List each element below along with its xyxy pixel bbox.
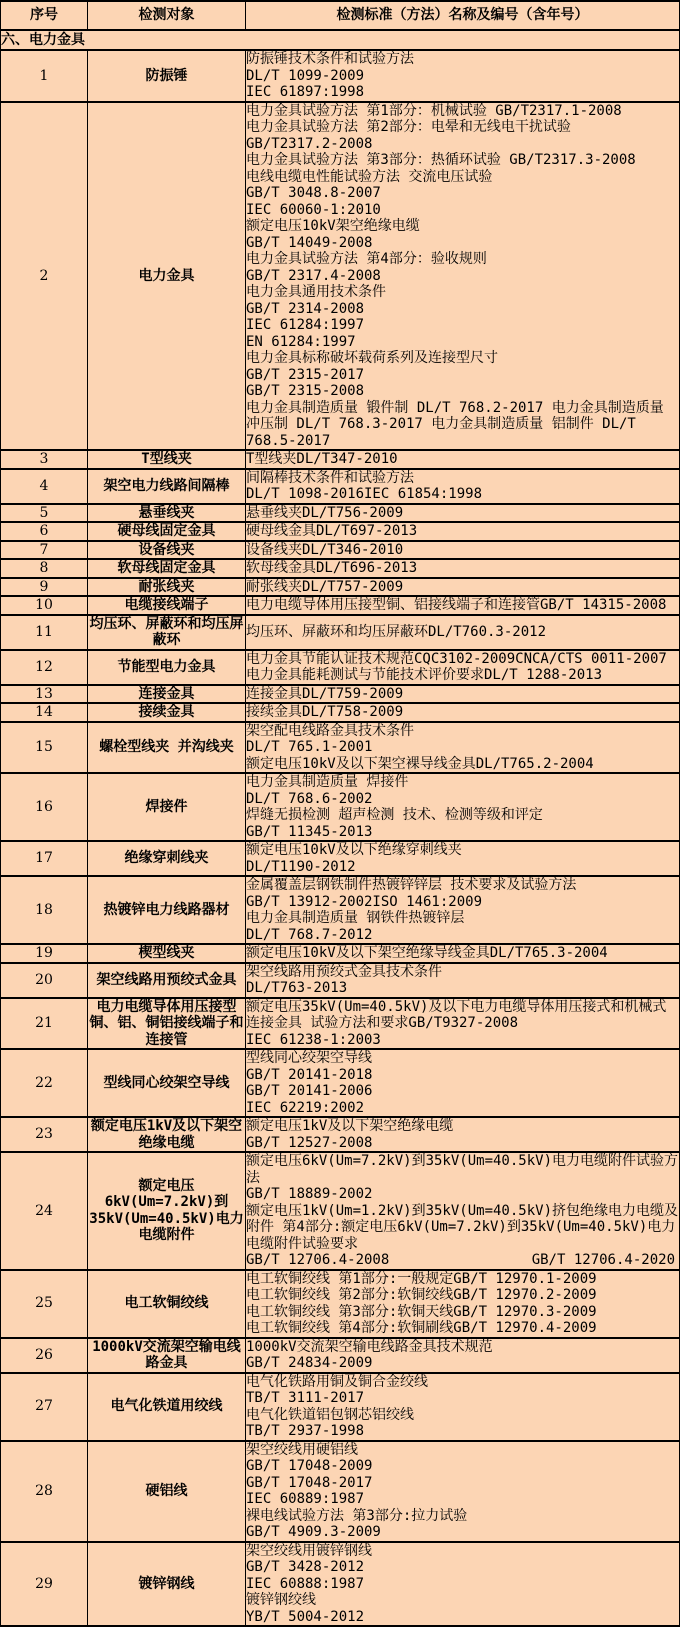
test-object-cell: 楔型线夹 [88,944,246,963]
table-row [1,541,680,560]
standards-cell [246,1441,680,1542]
standards-cell [246,841,680,876]
standard-line: IEC 61897:1998 [246,84,365,100]
table-row [1,650,680,685]
test-object-cell: 电力金具 [88,102,246,451]
standard-line: 电力金具节能认证技术规范CQC3102-2009CNCA/CTS 0011-2007电力金具能耗测试与节能技术评价要求DL/T 1288-2013 [246,650,667,683]
test-object-cell: 耐张线夹 [88,578,246,597]
row-number: 20 [1,963,88,998]
table-row [1,559,680,578]
row-number: 5 [1,504,88,523]
table-row [1,522,680,541]
standards-cell [246,50,680,102]
standard-line: 电力金具制造质量 钢铁件热镀锌层 [246,910,465,926]
standard-line: 额定电压6kV(Um=7.2kV)到35kV(Um=40.5kV)电力电缆附件试验方法 [246,1153,679,1186]
test-object-cell: 软母线固定金具 [88,559,246,578]
standard-line: DL/T 1099-2009 [246,67,365,84]
standard-line: 间隔棒技术条件和试验方法 [246,469,414,486]
table-row [1,1542,680,1627]
standard-line: 型线同心绞架空导线 [246,1050,372,1066]
table-row [1,841,680,876]
standards-cell [246,615,680,650]
standard-line: IEC 61284:1997 [246,317,365,333]
table-row [1,998,680,1050]
standard-line: 防振锤技术条件和试验方法 [246,51,414,67]
standard-line: IEC 61238-1:2003 [246,1031,381,1048]
table-row [1,469,680,504]
standards-cell [246,685,680,704]
standard-line: GB/T 13912-2002ISO 1461:2009 [246,893,483,910]
standard-line: DL/T 768.7-2012 [246,926,373,943]
standards-cell [246,1373,680,1441]
standards-cell [246,773,680,841]
standard-line: 电工软铜绞线 第4部分:软铜刷线GB/T 12970.4-2009 [246,1320,597,1336]
test-object-cell: 均压环、屏蔽环和均压屏蔽环 [89,615,244,648]
standard-line: 额定电压10kV架空绝缘电缆 [246,218,420,234]
standards-cell [246,1270,680,1338]
standard-line: 镀锌钢绞线 [246,1592,316,1608]
row-number: 14 [1,703,88,722]
standard-line: GB/T 11345-2013 [246,823,373,840]
standards-cell [246,1049,680,1117]
test-object-cell: 电力电缆导体用压接型铜、铝、铜铝接线端子和连接管 [89,998,244,1048]
test-object-cell: 额定电压6kV(Um=7.2kV)到35kV(Um=40.5kV)电力电缆附件 [88,1152,246,1270]
standards-cell [246,650,680,685]
table-row [1,876,680,944]
standards-cell [246,469,680,504]
standards-cell [246,876,680,944]
standard-line: GB/T2317.2-2008 [246,135,373,152]
table-row [1,596,680,615]
row-number: 7 [1,541,88,560]
row-number: 21 [1,998,88,1050]
standard-line: 裸电线试验方法 第3部分:拉力试验 [246,1507,468,1524]
header-row [1,1,680,30]
standard-line: 电工软铜绞线 第3部分:软铜天线GB/T 12970.3-2009 [246,1303,597,1320]
test-object-cell: 架空电力线路间隔棒 [88,469,246,504]
standards-cell [246,578,680,597]
row-number: 17 [1,841,88,876]
table-row [1,1270,680,1338]
standard-line: 电工软铜绞线 第1部分:一般规定GB/T 12970.1-2009 [246,1270,597,1287]
row-number: 6 [1,522,88,541]
test-object-cell: 防振锤 [88,50,246,102]
standard-line: GB/T 3048.8-2007 [246,185,381,201]
standards-cell [246,1152,680,1270]
row-number: 1 [1,50,88,102]
standard-line: DL/T763-2013 [246,980,348,996]
table-row [1,1049,680,1117]
standard-line: GB/T 12527-2008 [246,1134,373,1151]
standard-line: DL/T 765.1-2001 [246,739,373,755]
row-number: 16 [1,773,88,841]
standards-cell [246,102,680,451]
standard-line: 架空线路用预绞式金具技术条件 [246,963,442,980]
test-object-cell: 电工软铜绞线 [88,1270,246,1338]
test-object-cell: 架空线路用预绞式金具 [88,963,246,998]
standard-line: IEC 60888:1987 [246,1575,365,1592]
standards-cell [246,1542,680,1627]
standard-line: 电力金具试验方法 第4部分：验收规则 [246,251,487,267]
standard-line: 电力金具标称破坏载荷系列及连接型尺寸 [246,350,498,366]
standard-line: 设备线夹DL/T346-2010 [246,541,404,558]
table-row [1,685,680,704]
row-number: 23 [1,1117,88,1152]
row-number: 22 [1,1049,88,1117]
standard-line: GB/T 17048-2017 [246,1474,373,1491]
standard-line: DL/T1190-2012 [246,858,356,875]
standard-line: IEC 60060-1:2010 [246,201,381,218]
table-row [1,578,680,597]
test-object-cell: 绝缘穿刺线夹 [88,841,246,876]
standards-cell [246,722,680,774]
test-object-cell: 螺栓型线夹 并沟线夹 [88,722,246,774]
standard-line: 额定电压10kV及以下架空裸导线金具DL/T765.2-2004 [246,755,594,772]
standard-line: 电力金具制造质量 锻件制 DL/T 768.2-2017 电力金具制造质量 冲压制 DL/T 768.3-2017 电力金具制造质量 铝制件 DL/T 768.5-2017 [246,399,664,449]
standard-line: 1000kV交流架空输电线路金具技术规范 [246,1338,493,1355]
standard-line: 电力金具试验方法 第1部分：机械试验 GB/T2317.1-2008 [246,102,622,119]
standard-line: GB/T 18889-2002 [246,1186,373,1202]
section-row [1,30,680,50]
standard-line: TB/T 3111-2017 [246,1390,365,1406]
standard-line: GB/T 17048-2009 [246,1458,373,1474]
table-row [1,773,680,841]
standard-line: GB/T 24834-2009 [246,1355,373,1371]
row-number: 18 [1,876,88,944]
standards-cell [246,703,680,722]
section-title: 六、电力金具 [1,30,680,50]
row-number: 11 [1,615,88,650]
test-object-cell: 热镀锌电力线路器材 [88,876,246,944]
row-number: 28 [1,1441,88,1542]
standard-line: GB/T 20141-2018 [246,1066,373,1083]
standard-line: IEC 60889:1987 [246,1491,365,1507]
standards-cell [246,1338,680,1373]
table-row [1,450,680,469]
standards-cell [246,504,680,523]
test-object-cell: 镀锌钢线 [88,1542,246,1627]
standard-line: 金属覆盖层钢铁制件热镀锌锌层 技术要求及试验方法 [246,877,577,893]
header-serial-number: 序号 [1,1,88,30]
test-object-cell: 硬母线固定金具 [88,522,246,541]
test-object-cell: 型线同心绞架空导线 [88,1049,246,1117]
standards-cell [246,998,680,1050]
row-number: 25 [1,1270,88,1338]
standard-line: 电力金具试验方法 第2部分：电晕和无线电干扰试验 [246,119,571,135]
row-number: 8 [1,559,88,578]
standard-line: GB/T 2315-2008 [246,383,365,399]
table-row [1,963,680,998]
row-number: 4 [1,469,88,504]
test-object-cell: 设备线夹 [88,541,246,560]
header-standard-name: 检测标准（方法）名称及编号（含年号） [246,1,680,30]
standard-line: 额定电压1kV及以下架空绝缘电缆 [246,1118,454,1134]
standard-line: 额定电压10kV及以下绝缘穿刺线夹 [246,842,462,858]
standard-line: 悬垂线夹DL/T756-2009 [246,504,404,521]
standard-line: 额定电压35kV(Um=40.5kV)及以下电力电缆导体用压接式和机械式连接金具 试验方法和要求GB/T9327-2008 [246,998,667,1031]
standards-cell [246,559,680,578]
table-row [1,50,680,102]
table-row [1,102,680,451]
test-object-cell: 节能型电力金具 [88,650,246,685]
row-number: 2 [1,102,88,451]
standard-line: GB/T 2315-2017 [246,366,365,383]
row-number: 29 [1,1542,88,1627]
row-number: 19 [1,944,88,963]
standard-line: 电线电缆电性能试验方法 交流电压试验 [246,168,493,185]
table-row [1,504,680,523]
table-row [1,722,680,774]
standards-cell [246,541,680,560]
row-number: 3 [1,450,88,469]
standard-line: T型线夹DL/T347-2010 [246,451,398,467]
table-row [1,1117,680,1152]
standard-line: DL/T 768.6-2002 [246,790,373,807]
test-object-cell: 1000kV交流架空输电线路金具 [88,1338,246,1373]
standard-line: 电工软铜绞线 第2部分:软铜绞线GB/T 12970.2-2009 [246,1287,597,1303]
standard-line: GB/T 3428-2012 [246,1559,365,1575]
standard-line: GB/T 14049-2008 [246,234,373,251]
table-row [1,1373,680,1441]
standard-line: GB/T 20141-2006 [246,1083,373,1099]
standard-line: 架空绞线用镀锌钢线 [246,1542,372,1559]
standard-line: 电力电缆导体用压接型铜、铝接线端子和连接管GB/T 14315-2008 [246,597,667,613]
standards-cell [246,1117,680,1152]
row-number: 13 [1,685,88,704]
test-object-cell: 硬铝线 [88,1441,246,1542]
standard-line: GB/T 2317.4-2008 [246,267,381,284]
test-object-cell: 悬垂线夹 [88,504,246,523]
standards-cell [246,944,680,963]
standard-line: 接续金具DL/T758-2009 [246,704,404,720]
standard-line: TB/T 2937-1998 [246,1423,365,1439]
row-number: 12 [1,650,88,685]
standard-line: 均压环、屏蔽环和均压屏蔽环DL/T760.3-2012 [246,623,547,640]
standards-cell [246,522,680,541]
standards-cell [246,963,680,998]
row-number: 9 [1,578,88,597]
standard-line: 软母线金具DL/T696-2013 [246,560,418,576]
table-row [1,944,680,963]
standard-line: 耐张线夹DL/T757-2009 [246,578,404,595]
standard-line: 电力金具通用技术条件 [246,284,386,300]
header-test-object: 检测对象 [88,1,246,30]
test-object-cell: 接续金具 [88,703,246,722]
standard-line: 硬母线金具DL/T697-2013 [246,523,418,539]
row-number: 15 [1,722,88,774]
standard-line: DL/T 1098-2016IEC 61854:1998 [246,486,483,502]
standard-line: 额定电压1kV(Um=1.2kV)到35kV(Um=40.5kV)挤包绝缘电力电缆及附件 第4部分:额定电压6kV(Um=7.2kV)到35kV(Um=40.5kV)电力电缆附件试验要求 [246,1202,679,1252]
standard-line: 焊缝无损检测 超声检测 技术、检测等级和评定 [246,807,543,823]
table-row [1,1152,680,1270]
standard-line: 架空配电线路金具技术条件 [246,722,414,739]
standard-line: GB/T 2314-2008 [246,300,365,317]
row-number: 24 [1,1152,88,1270]
standards-cell [246,450,680,469]
standard-line: GB/T 4909.3-2009 [246,1524,381,1540]
standard-line: EN 61284:1997 [246,333,356,350]
test-object-cell: 电气化铁道用绞线 [88,1373,246,1441]
standard-code-right: GB/T 12706.4-2020 [531,1252,675,1268]
standard-line: 电气化铁路用铜及铜合金绞线 [246,1373,428,1390]
standard-line: YB/T 5004-2012 [246,1608,365,1625]
standard-line [246,1252,679,1269]
standard-line: 电力金具试验方法 第3部分：热循环试验 GB/T2317.3-2008 [246,152,636,168]
table-row [1,615,680,650]
test-object-cell: T型线夹 [88,450,246,469]
standards-cell [246,596,680,615]
table-row [1,703,680,722]
row-number: 27 [1,1373,88,1441]
table-row [1,1441,680,1542]
standard-line: 电气化铁道铝包钢芯铝绞线 [246,1406,414,1423]
row-number: 10 [1,596,88,615]
standard-line: IEC 62219:2002 [246,1099,365,1116]
test-object-cell: 连接金具 [88,685,246,704]
standard-code-left: GB/T 12706.4-2008 [246,1252,390,1268]
row-number: 26 [1,1338,88,1373]
test-object-cell: 焊接件 [88,773,246,841]
standard-line: 额定电压10kV及以下架空绝缘导线金具DL/T765.3-2004 [246,945,608,961]
test-object-cell: 额定电压1kV及以下架空绝缘电缆 [88,1117,246,1152]
standard-line: 架空绞线用硬铝线 [246,1441,358,1458]
table-row [1,1338,680,1373]
standard-line: 连接金具DL/T759-2009 [246,685,404,702]
test-object-cell: 电缆接线端子 [88,596,246,615]
standard-line: 电力金具制造质量 焊接件 [246,774,409,790]
